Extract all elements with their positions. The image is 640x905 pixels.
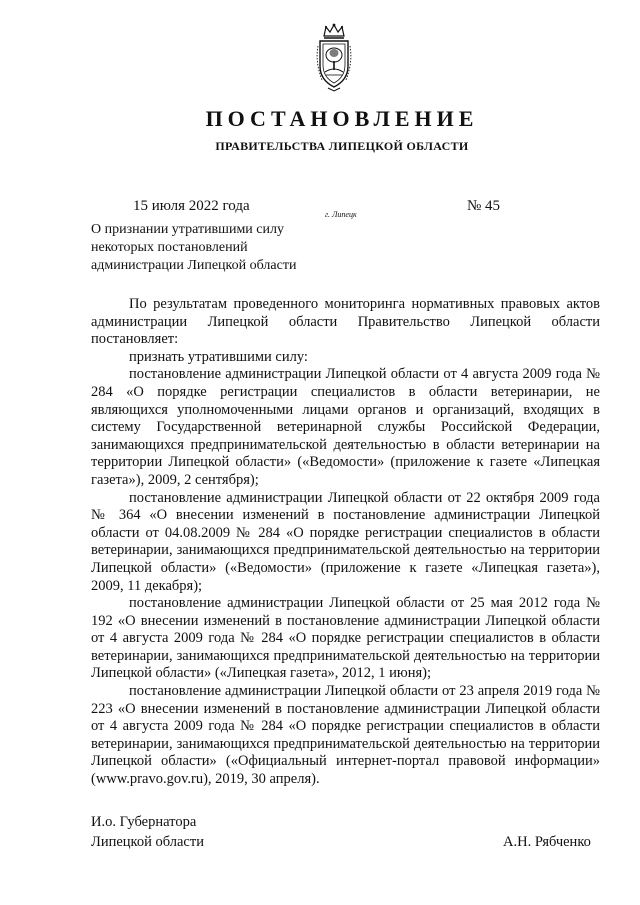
heading-line: администрации Липецкой области	[91, 258, 297, 273]
signer-title-line: Липецкой области	[91, 834, 204, 850]
body-paragraph: признать утратившими силу:	[129, 348, 308, 365]
heading-line: О признании утратившими силу	[91, 222, 284, 237]
document-heading	[91, 221, 331, 275]
document-number: № 45	[467, 198, 501, 214]
body-paragraph: По результатам проведенного мониторинга нормативных правовых актов администрации Липецкой области Правительство Липецкой области постановляет:	[91, 296, 600, 348]
coat-of-arms-icon	[312, 22, 356, 92]
signer-name: А.Н. Рябченко	[503, 834, 591, 850]
signer-title-line: И.о. Губернатора	[91, 814, 197, 830]
heading-line: некоторых постановлений	[91, 240, 248, 255]
body-paragraph: постановление администрации Липецкой области от 23 апреля 2019 года № 223 «О внесении изменений в постановление администрации Липецкой области от 4 августа 2009 года № 284 «О порядке регистрации специалистов в области ветеринарии, занимающихся предпринимательской деятельностью на территории Липецкой области» («Официальный интернет-портал правовой информации» (www.pravo.gov.ru), 2019, 30 апреля).	[91, 683, 600, 788]
body-paragraph: постановление администрации Липецкой области от 4 августа 2009 года № 284 «О порядке регистрации специалистов в области ветеринарии, не являющихся уполномоченными лицами органов и организаций, входящих в систему Государственной ветеринарной службы Российской Федерации, занимающихся предпринимательской деятельностью в области ветеринарии на территории Липецкой области» («Ведомости» (приложение к газете «Липецкая газета»), 2009, 2 сентября);	[91, 366, 600, 488]
document-place: г. Липецк	[325, 210, 357, 219]
document-issuer: ПРАВИТЕЛЬСТВА ЛИПЕЦКОЙ ОБЛАСТИ	[215, 139, 469, 153]
document-title: ПОСТАНОВЛЕНИЕ	[205, 106, 479, 131]
document-body	[91, 296, 600, 789]
signer-title	[91, 812, 204, 852]
body-paragraph: постановление администрации Липецкой области от 25 мая 2012 года № 192 «О внесении изменений в постановление администрации Липецкой области от 4 августа 2009 года № 284 «О порядке регистрации специалистов в области ветеринарии, занимающихся предпринимательской деятельностью на территории Липецкой области» («Липецкая газета», 2012, 1 июня);	[91, 595, 600, 682]
body-paragraph: постановление администрации Липецкой области от 22 октября 2009 года № 364 «О внесении изменений в постановление администрации Липецкой области от 04.08.2009 № 284 «О порядке регистрации специалистов в области ветеринарии, занимающихся предпринимательской деятельностью на территории Липецкой области» («Ведомости» (приложение к газете «Липецкая газета»), 2009, 11 декабря);	[91, 489, 600, 594]
document-date: 15 июля 2022 года	[133, 198, 250, 214]
